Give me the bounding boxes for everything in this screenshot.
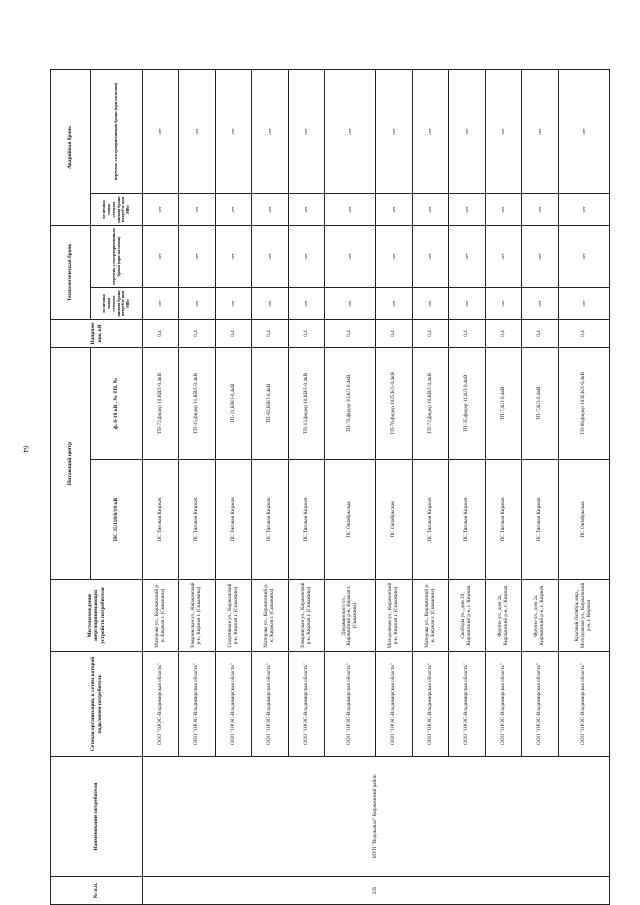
emerg-list-cell: нет xyxy=(215,69,251,193)
tech-list-cell: нет xyxy=(179,225,215,287)
substation-cell: ПС Тяговая Киржач xyxy=(412,460,448,580)
tech-list-cell: нет xyxy=(143,225,179,287)
tech-list-cell: нет xyxy=(325,225,376,287)
header-emerg-list: перечень электроприемников бронн (при наличии) xyxy=(91,69,143,193)
tech-power-cell: нет xyxy=(252,287,288,319)
voltage-cell: 0,4 xyxy=(215,319,251,347)
feeder-cell: ТП-31,КВЛ-0,4кВ xyxy=(215,347,251,459)
emerg-list-cell: нет xyxy=(485,69,521,193)
emerg-power-cell: нет xyxy=(288,193,324,225)
org-cell: ООО "ОРЭС-Владимирская область" xyxy=(288,652,324,757)
feeder-cell: ТП-72,фидер 10,КВЛ-0,4кВ xyxy=(412,347,448,459)
emerg-power-cell: нет xyxy=(179,193,215,225)
header-emerg-power: величина мощн сетевого ниения бронн потребле ния МВт xyxy=(91,193,143,225)
tech-list-cell: нет xyxy=(522,225,558,287)
header-org: Сетевая организация, к сетям которой подключен потребитель xyxy=(51,652,143,757)
substation-cell: ПС Тяговая Киржач xyxy=(449,460,485,580)
tech-power-cell: нет xyxy=(325,287,376,319)
tech-list-cell: нет xyxy=(252,225,288,287)
emerg-power-cell: нет xyxy=(215,193,251,225)
tech-list-cell: нет xyxy=(288,225,324,287)
org-cell: ООО "ОРЭС-Владимирская область" xyxy=(215,652,251,757)
header-tech-power: величина мощн сетевого ниения бронн потребле ния МВт xyxy=(91,287,143,319)
substation-cell: ПС Октябрьская xyxy=(325,460,376,580)
location-cell: Красный Октябрь мкр., Молодежная ул., Киржачский р-н, г. Киржач xyxy=(558,580,609,652)
location-cell: Матерова ул., Киржачский р-н, Киржач г. (Скважина) xyxy=(412,580,448,652)
emerg-power-cell: нет xyxy=(143,193,179,225)
header-location: Местонахождение энергопринимающих устройств потребителя xyxy=(51,580,143,652)
feeder-cell: ТП-7,КЛ-0,4кВ xyxy=(522,347,558,459)
location-cell: Свободы ул., дом 20, Киржачский р-н, г. Киржач xyxy=(449,580,485,652)
table-row xyxy=(143,69,179,904)
tech-power-cell: нет xyxy=(412,287,448,319)
org-cell: ООО "ОРЭС-Владимирская область" xyxy=(485,652,521,757)
emerg-list-cell: нет xyxy=(179,69,215,193)
tech-power-cell: нет xyxy=(376,287,412,319)
group-consumer: МУП "Водоканал" Киржачский район xyxy=(143,757,610,877)
tech-list-cell: нет xyxy=(485,225,521,287)
org-cell: ООО "ОРЭС-Владимирская область" xyxy=(558,652,609,757)
feeder-cell: ТП-72,фидер 10,КВЛ-0,4кВ xyxy=(143,347,179,459)
tech-list-cell: нет xyxy=(412,225,448,287)
feeder-cell: ТП-82,КВЛ-0,4кВ xyxy=(252,347,288,459)
tech-power-cell: нет xyxy=(485,287,521,319)
tech-power-cell: нет xyxy=(143,287,179,319)
header-num: № п.п. xyxy=(51,877,143,905)
header-emerg: Аварийная бронь xyxy=(51,69,91,225)
org-cell: ООО "ОРЭС-Владимирская область" xyxy=(179,652,215,757)
emerg-list-cell: нет xyxy=(449,69,485,193)
feeder-cell: ТП-88,фидер 1036,КЛ-0,4кВ xyxy=(558,347,609,459)
location-cell: Спортивная ул., Киржачский р-н, Киржач г. (Скважина) xyxy=(215,580,251,652)
substation-cell: ПС Тяговая Киржач xyxy=(252,460,288,580)
substation-cell: ПС Тяговая Киржач xyxy=(522,460,558,580)
substation-cell: ПС Тяговая Киржач xyxy=(288,460,324,580)
voltage-cell: 0,4 xyxy=(325,319,376,347)
voltage-cell: 0,4 xyxy=(143,319,179,347)
emerg-list-cell: нет xyxy=(288,69,324,193)
emerg-list-cell: нет xyxy=(143,69,179,193)
org-cell: ООО "ОРЭС-Владимирская область" xyxy=(412,652,448,757)
voltage-cell: 0,4 xyxy=(252,319,288,347)
feeder-cell: ТП-7,КЛ-0,4кВ xyxy=(485,347,521,459)
feeder-cell: ТП-15,фидер 11,КВЛ-0,4кВ xyxy=(179,347,215,459)
header-tech-list: перечень электроприемников бронн (при наличии) xyxy=(91,225,143,287)
tech-power-cell: нет xyxy=(522,287,558,319)
emerg-power-cell: нет xyxy=(449,193,485,225)
header-feed: Питающий центр xyxy=(51,347,91,579)
voltage-cell: 0,4 xyxy=(558,319,609,347)
tech-power-cell: нет xyxy=(558,287,609,319)
substation-cell: ПС Тяговая Киржач xyxy=(179,460,215,580)
org-cell: ООО "ОРЭС-Владимирская область" xyxy=(252,652,288,757)
feeder-cell: ТП-70,фидер 10,КЛ-0,4кВ xyxy=(325,347,376,459)
org-cell: ООО "ОРЭС-Владимирская область" xyxy=(325,652,376,757)
voltage-cell: 0,4 xyxy=(522,319,558,347)
org-cell: ООО "ОРЭС-Владимирская область" xyxy=(522,652,558,757)
table-body xyxy=(143,69,610,904)
feeder-cell: ТП-35,фидер 11,КЛ-0,4кВ xyxy=(449,347,485,459)
voltage-cell: 0,4 xyxy=(485,319,521,347)
emerg-power-cell: нет xyxy=(325,193,376,225)
substation-cell: ПС Тяговая Киржач xyxy=(143,460,179,580)
voltage-cell: 0,4 xyxy=(412,319,448,347)
emerg-list-cell: нет xyxy=(412,69,448,193)
substation-cell: ПС Тяговая Киржач xyxy=(215,460,251,580)
voltage-cell: 0,4 xyxy=(449,319,485,347)
emerg-power-cell: нет xyxy=(558,193,609,225)
substation-cell: ПС Тяговая Киржач xyxy=(485,460,521,580)
tech-power-cell: нет xyxy=(215,287,251,319)
emerg-list-cell: нет xyxy=(522,69,558,193)
reserve-table xyxy=(50,69,610,905)
emerg-list-cell: нет xyxy=(252,69,288,193)
header-consumer: Наименование потребителя xyxy=(51,757,143,877)
org-cell: ООО "ОРЭС-Владимирская область" xyxy=(143,652,179,757)
header-tech: Технологическая бронь xyxy=(51,225,91,319)
emerg-power-cell: нет xyxy=(522,193,558,225)
tech-list-cell: нет xyxy=(449,225,485,287)
header-feed-ps: ПС 35/110/6/10 кВ xyxy=(91,460,143,580)
emerg-list-cell: нет xyxy=(325,69,376,193)
location-cell: Дзержинского ул., Киржачский р-н, Киржач г. (Скважина) xyxy=(325,580,376,652)
voltage-cell: 0,4 xyxy=(376,319,412,347)
org-cell: ООО "ОРЭС-Владимирская область" xyxy=(449,652,485,757)
tech-power-cell: нет xyxy=(288,287,324,319)
header-feed-feeder: ф. 6-10 кВ , № ТП, № xyxy=(91,347,143,459)
feeder-cell: ТП-13,фидер 10,КВЛ-0,4кВ xyxy=(288,347,324,459)
tech-power-cell: нет xyxy=(449,287,485,319)
emerg-power-cell: нет xyxy=(412,193,448,225)
tech-list-cell: нет xyxy=(376,225,412,287)
page-number: 64 xyxy=(21,445,30,453)
tech-list-cell: нет xyxy=(215,225,251,287)
reserve-table-rotated xyxy=(50,70,610,905)
header-voltage: Напряже ние, кВ xyxy=(51,319,143,347)
voltage-cell: 0,4 xyxy=(288,319,324,347)
emerg-power-cell: нет xyxy=(376,193,412,225)
feeder-cell: ТП-76,фидер 1025,КЛ-0,4кВ xyxy=(376,347,412,459)
substation-cell: ПС Октябрьская xyxy=(376,460,412,580)
emerg-list-cell: нет xyxy=(376,69,412,193)
location-cell: Томаринская ул., Киржачский р-н, Киржач г. (Скважина) xyxy=(288,580,324,652)
emerg-list-cell: нет xyxy=(558,69,609,193)
org-cell: ООО "ОРЭС-Владимирская область" xyxy=(376,652,412,757)
voltage-cell: 0,4 xyxy=(179,319,215,347)
emerg-power-cell: нет xyxy=(485,193,521,225)
substation-cell: ПС Октябрьская xyxy=(558,460,609,580)
emerg-power-cell: нет xyxy=(252,193,288,225)
location-cell: Фрунзе ул., дом 2а, Киржачский р-н, г. Киржач xyxy=(522,580,558,652)
group-num: 335 xyxy=(143,877,610,905)
location-cell: Молодежная ул., Киржачский р-н, Киржач г. (Скважина) xyxy=(376,580,412,652)
location-cell: Томаринская ул., Киржачский р-н, Киржач г. (Скважина) xyxy=(179,580,215,652)
location-cell: Фрунзе ул., дом 2а, Киржачский р-н, г. Киржач xyxy=(485,580,521,652)
tech-list-cell: нет xyxy=(558,225,609,287)
tech-power-cell: нет xyxy=(179,287,215,319)
location-cell: Матерова ул., Киржачский р-н, Киржач г. (Скважина) xyxy=(252,580,288,652)
location-cell: Матерова ул., Киржачский р-н, Киржач г. (Скважина) xyxy=(143,580,179,652)
